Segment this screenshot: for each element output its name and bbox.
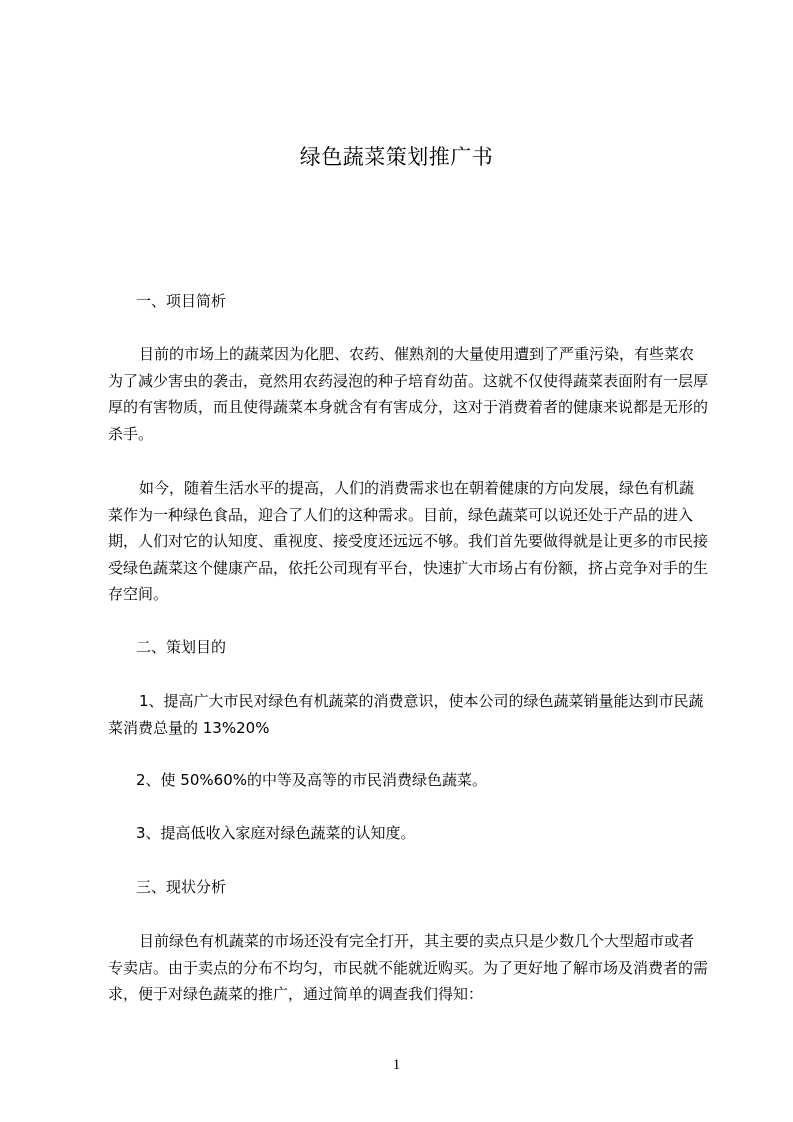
list-item-purpose-2: 2、使 50%60%的中等及高等的市民消费绿色蔬菜。 <box>136 771 487 789</box>
paragraph-market-pollution: 目前的市场上的蔬菜因为化肥、农药、催熟剂的大量使用遭到了严重污染，有些菜农为了减少害虫的袭击，竟然用农药浸泡的种子培育幼苗。这就不仅使得蔬菜表面附有一层厚厚的有害物质，而且使得蔬菜本身就含有有害成分，这对于消费着者的健康来说都是无形的杀手。 <box>108 345 709 443</box>
section-heading-project-analysis: 一、项目简析 <box>136 292 227 310</box>
section-heading-current-status: 三、现状分析 <box>136 878 227 896</box>
paragraph-green-vegetable-demand: 如今，随着生活水平的提高，人们的消费需求也在朝着健康的方向发展，绿色有机蔬菜作为一种绿色食品，迎合了人们的这种需求。目前，绿色蔬菜可以说还处于产品的进入期，人们对它的认知度、重视度、接受度还远远不够。我们首先要做得就是让更多的市民接受绿色蔬菜这个健康产品，依托公司现有平台，快速扩大市场占有份额，挤占竞争对手的生存空间。 <box>108 479 709 603</box>
paragraph-market-status: 目前绿色有机蔬菜的市场还没有完全打开，其主要的卖点只是少数几个大型超市或者专卖店。由于卖点的分布不均匀，市民就不能就近购买。为了更好地了解市场及消费者的需求，便于对绿色蔬菜的推广，通过简单的调查我们得知： <box>108 932 709 1003</box>
document-title: 绿色蔬菜策划推广书 <box>299 145 494 169</box>
list-item-purpose-1: 1、提高广大市民对绿色有机蔬菜的消费意识，使本公司的绿色蔬菜销量能达到市民蔬菜消费总量的 13%20% <box>108 692 704 737</box>
section-heading-planning-purpose: 二、策划目的 <box>136 638 227 656</box>
page-number: 1 <box>392 1057 401 1073</box>
list-item-purpose-3: 3、提高低收入家庭对绿色蔬菜的认知度。 <box>136 824 416 842</box>
